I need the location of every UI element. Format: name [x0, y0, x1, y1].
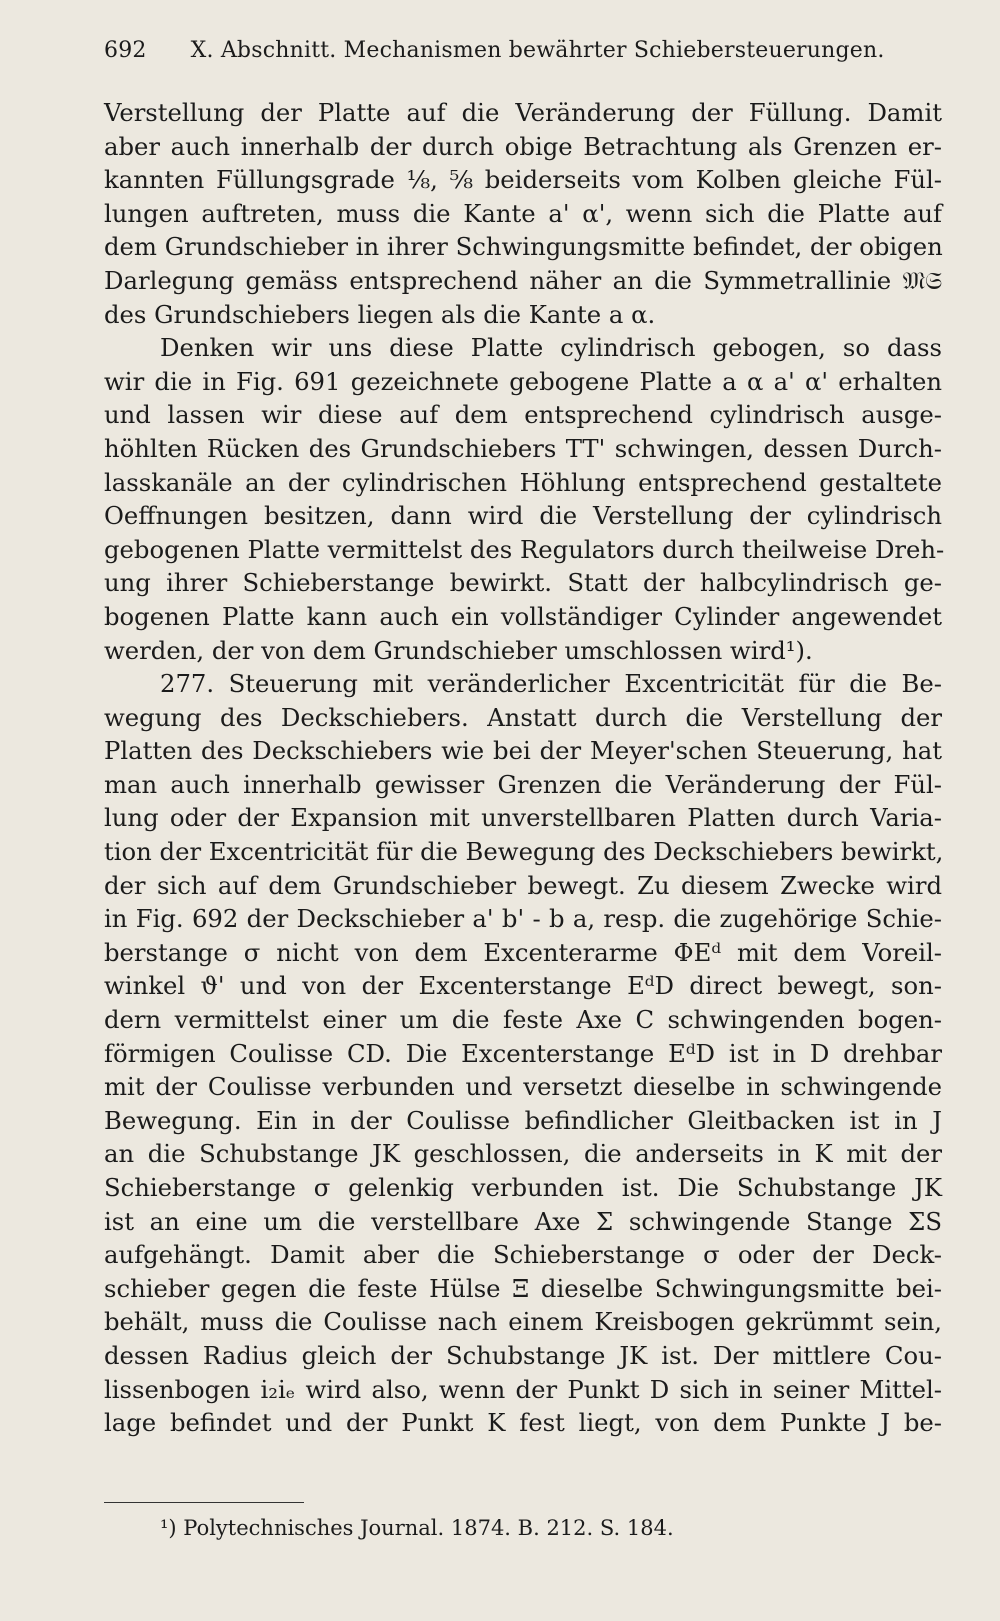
- text-line: ist an eine um die verstellbare Axe Σ schwingende Stange ΣS: [104, 1206, 942, 1236]
- text-line: an die Schubstange JK geschlossen, die anderseits in K mit der: [104, 1139, 942, 1169]
- text-line: gebogenen Platte vermittelst des Regulators durch theilweise Dreh-: [104, 534, 945, 564]
- text-line: wir die in Fig. 691 gezeichnete gebogene Platte a α a' α' erhalten: [104, 366, 942, 396]
- text-line: Schieberstange σ gelenkig verbunden ist. Die Schubstange JK: [104, 1173, 942, 1202]
- running-header: [104, 38, 924, 63]
- footnote-divider: [104, 1502, 304, 1503]
- body-text: [104, 96, 945, 1440]
- text-line: lungen auftreten, muss die Kante a' α', wenn sich die Platte auf: [104, 198, 942, 228]
- running-title: X. Abschnitt. Mechanismen bewährter Schiebersteuerungen.: [190, 38, 885, 63]
- text-line: man auch innerhalb gewisser Grenzen die Veränderung der Fül-: [104, 769, 942, 799]
- text-line: in Fig. 692 der Deckschieber a' b' - b a, resp. die zugehörige Schie-: [104, 904, 942, 934]
- text-line: behält, muss die Coulisse nach einem Kreisbogen gekrümmt sein,: [104, 1307, 942, 1337]
- text-line: kannten Füllungsgrade ⅛, ⅝ beiderseits vom Kolben gleiche Fül-: [104, 165, 942, 195]
- footnote: ¹) Polytechnisches Journal. 1874. B. 212. S. 184.: [160, 1516, 674, 1540]
- text-line: Verstellung der Platte auf die Veränderung der Füllung. Damit: [104, 98, 942, 127]
- text-line: höhlten Rücken des Grundschiebers TT' schwingen, dessen Durch-: [104, 433, 942, 463]
- text-line: lissenbogen i₂iₑ wird also, wenn der Punkt D sich in seiner Mittel-: [104, 1374, 942, 1404]
- text-line: aber auch innerhalb der durch obige Betrachtung als Grenzen er-: [104, 131, 942, 161]
- text-line: Oeffnungen besitzen, dann wird die Verstellung der cylindrisch: [104, 501, 942, 531]
- text-line: mit der Coulisse verbunden und versetzt dieselbe in schwingende: [104, 1072, 942, 1102]
- text-line: dem Grundschieber in ihrer Schwingungsmitte befindet, der obigen: [104, 232, 943, 262]
- text-line: Bewegung. Ein in der Coulisse befindlicher Gleitbacken ist in J: [104, 1105, 942, 1135]
- text-line: des Grundschiebers liegen als die Kante a α.: [104, 299, 656, 329]
- text-line: der sich auf dem Grundschieber bewegt. Zu diesem Zwecke wird: [104, 870, 942, 900]
- text-line: dessen Radius gleich der Schubstange JK ist. Der mittlere Cou-: [104, 1340, 942, 1370]
- text-line: dern vermittelst einer um die feste Axe C schwingenden bogen-: [104, 1005, 942, 1035]
- text-line: lung oder der Expansion mit unverstellbaren Platten durch Varia-: [104, 803, 942, 833]
- text-line: bogenen Platte kann auch ein vollständiger Cylinder angewendet: [104, 601, 942, 631]
- text-line: winkel ϑ' und von der Excenterstange EᵈD direct bewegt, son-: [104, 971, 942, 1001]
- text-line: und lassen wir diese auf dem entsprechend cylindrisch ausge-: [104, 400, 942, 430]
- text-line: Darlegung gemäss entsprechend näher an die Symmetrallinie 𝔐𝔖: [104, 265, 942, 295]
- section-heading-line: 277. Steuerung mit veränderlicher Excentricität für die Be-: [160, 669, 942, 699]
- text-line: berstange σ nicht von dem Excenterarme ΦEᵈ mit dem Voreil-: [104, 937, 942, 967]
- text-line: ung ihrer Schieberstange bewirkt. Statt der halbcylindrisch ge-: [104, 568, 942, 598]
- text-line: tion der Excentricität für die Bewegung des Deckschiebers bewirkt,: [104, 837, 944, 867]
- text-line: wegung des Deckschiebers. Anstatt durch die Verstellung der: [104, 702, 942, 732]
- text-line: lage befindet und der Punkt K fest liegt, von dem Punkte J be-: [104, 1408, 942, 1438]
- text-line: schieber gegen die feste Hülse Ξ dieselbe Schwingungsmitte bei-: [104, 1273, 942, 1303]
- text-line: aufgehängt. Damit aber die Schieberstange σ oder der Deck-: [104, 1240, 942, 1270]
- text-line: lasskanäle an der cylindrischen Höhlung entsprechend gestaltete: [104, 467, 942, 497]
- text-line: werden, der von dem Grundschieber umschlossen wird¹).: [104, 635, 813, 665]
- page-number: 692: [104, 38, 147, 63]
- text-line: Platten des Deckschiebers wie bei der Meyer'schen Steuerung, hat: [104, 736, 942, 766]
- text-line: Denken wir uns diese Platte cylindrisch gebogen, so dass: [160, 333, 942, 363]
- text-line: förmigen Coulisse CD. Die Excenterstange EᵈD ist in D drehbar: [104, 1038, 942, 1068]
